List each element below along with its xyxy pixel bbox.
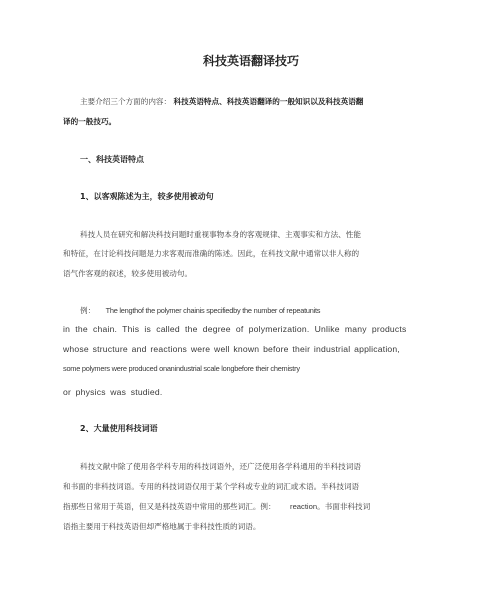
para-2-line-3-text: 指那些日常用于英语，但又是科技英语中常用的那些词汇。例： [63, 502, 276, 511]
example-line-1 [80, 305, 320, 316]
intro-topics-1: 科技英语特点、科技英语翻译的一般知识以及科技英语翻 [173, 97, 364, 106]
example-line-2: in the chain. This is called the degree of polymerization. Unlike many products [63, 324, 407, 334]
intro-line-1 [80, 96, 363, 107]
example-line-4: some polymers were produced onanindustrial scale longbefore their chemistry [63, 364, 300, 373]
example-word: reaction。书面非科技词 [290, 502, 371, 511]
document-title: 科技英语翻译技巧 [202, 54, 299, 68]
para-2-line-2: 和书面的非科技词语。专用的科技词语仅用于某个学科或专业的词汇或术语。半科技词语 [63, 482, 360, 491]
intro-prefix: 主要介绍三个方面的内容： [80, 97, 172, 106]
example-line-3: whose structure and reactions were well known before their industrial application, [63, 344, 400, 354]
para-2-line-1: 科技文献中除了使用各学科专用的科技词语外，还广泛使用各学科通用的半科技词语 [80, 462, 361, 471]
para-2-line-4: 语指主要用于科技英语但却严格地属于非科技性质的词语。 [63, 522, 261, 531]
para-1-line-3: 语气作客观的叙述，较多使用被动句。 [63, 269, 193, 278]
intro-line-2: 译的一般技巧。 [63, 117, 117, 126]
example-line-5: or physics was studied. [63, 387, 163, 397]
para-1-line-1: 科技人员在研究和解决科技问题时重视事物本身的客观规律、主观事实和方法、性能 [80, 230, 361, 239]
example-label: 例： [80, 306, 96, 315]
para-2-line-3 [63, 501, 370, 512]
subsection-2-heading: 2、大量使用科技词语 [80, 424, 158, 433]
para-1-line-2: 和特征，在讨论科技问题是力求客观而准确的陈述。因此，在科技文献中通常以非人称的 [63, 249, 360, 258]
subsection-1-heading: 1、以客观陈述为主，较多使用被动句 [80, 192, 214, 201]
example-text-1: The lengthof the polymer chainis specifiedby the number of repeatunits [105, 306, 321, 315]
section-1-heading: 一、科技英语特点 [80, 155, 144, 164]
